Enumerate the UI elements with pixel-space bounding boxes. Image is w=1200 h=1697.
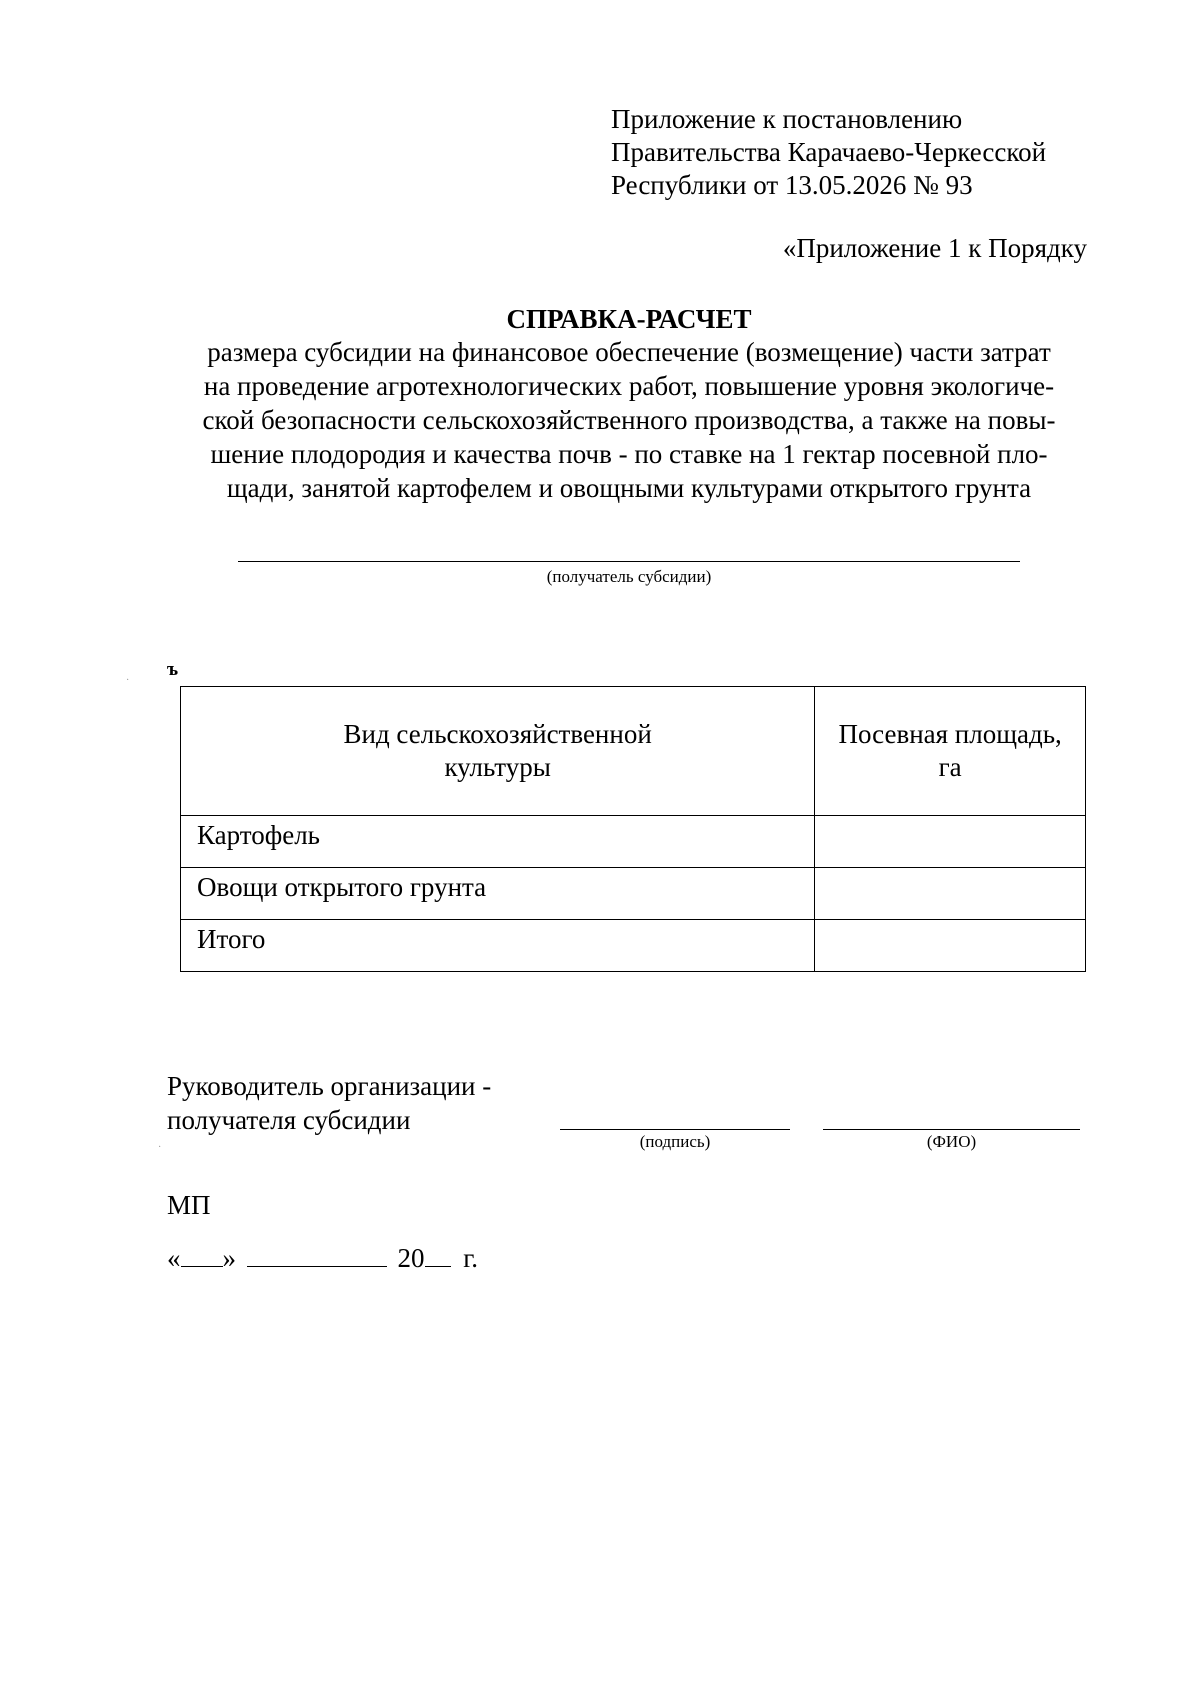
full-name-caption: (ФИО) xyxy=(926,1132,977,1151)
date-open-quote: « xyxy=(167,1243,181,1273)
table-header-row xyxy=(181,687,1086,816)
area-input-cell[interactable] xyxy=(815,920,1086,972)
signatory-title xyxy=(167,1069,491,1137)
date-line xyxy=(167,1241,478,1275)
subtitle-line: на проведение агротехнологических работ, повышение уровня экологиче- xyxy=(203,371,1055,401)
table-row xyxy=(181,868,1086,920)
stray-mark: ъ xyxy=(167,659,179,680)
signature-field-line[interactable] xyxy=(560,1129,790,1130)
annex-order-reference: «Приложение 1 к Порядку xyxy=(782,233,1087,263)
annex-line: Республики от 13.05.2026 № 93 xyxy=(611,170,973,200)
crop-name-cell: Овощи открытого грунта xyxy=(181,868,815,920)
year-suffix: г. xyxy=(463,1243,479,1273)
signature-caption: (подпись) xyxy=(639,1132,711,1151)
table-row xyxy=(181,816,1086,868)
table-row xyxy=(181,920,1086,972)
area-input-cell[interactable] xyxy=(815,816,1086,868)
area-input-cell[interactable] xyxy=(815,868,1086,920)
signatory-line: Руководитель организации - xyxy=(167,1071,492,1101)
annex-line: Приложение к постановлению xyxy=(611,104,963,134)
subtitle-line: ской безопасности сельскохозяйственного производства, а также на повы- xyxy=(202,405,1056,435)
annex-line: Правительства Карачаево-Черкесской xyxy=(611,137,1047,167)
recipient-field-line[interactable] xyxy=(238,561,1020,562)
year-field[interactable] xyxy=(425,1242,451,1267)
subtitle-line: щади, занятой картофелем и овощными культурами открытого грунта xyxy=(226,473,1032,503)
month-field[interactable] xyxy=(247,1242,387,1267)
crop-name-cell: Картофель xyxy=(181,816,815,868)
header-text: культуры xyxy=(444,752,551,782)
crop-name-cell: Итого xyxy=(181,920,815,972)
recipient-caption: (получатель субсидии) xyxy=(546,567,712,586)
annex-reference xyxy=(611,103,1046,202)
document-subtitle xyxy=(183,335,1075,505)
full-name-field-line[interactable] xyxy=(823,1129,1080,1130)
date-close-quote: » xyxy=(222,1243,236,1273)
subtitle-line: шение плодородия и качества почв - по ставке на 1 гектар посевной пло- xyxy=(210,439,1048,469)
signatory-line: получателя субсидии xyxy=(167,1105,411,1135)
day-field[interactable] xyxy=(181,1242,223,1267)
scan-speck: · xyxy=(158,1142,162,1153)
header-text: Вид сельскохозяйственной xyxy=(343,719,652,749)
header-text: га xyxy=(938,752,962,782)
header-text: Посевная площадь, xyxy=(838,719,1062,749)
sown-area-header xyxy=(815,687,1086,816)
scan-speck: · xyxy=(126,675,130,686)
subtitle-line: размера субсидии на финансовое обеспечение (возмещение) части затрат xyxy=(207,337,1051,367)
year-prefix: 20 xyxy=(397,1243,425,1273)
document-title: СПРАВКА-РАСЧЕТ xyxy=(506,304,752,334)
stamp-placeholder: МП xyxy=(167,1190,211,1220)
crop-type-header xyxy=(181,687,815,816)
crop-area-table xyxy=(180,686,1086,972)
